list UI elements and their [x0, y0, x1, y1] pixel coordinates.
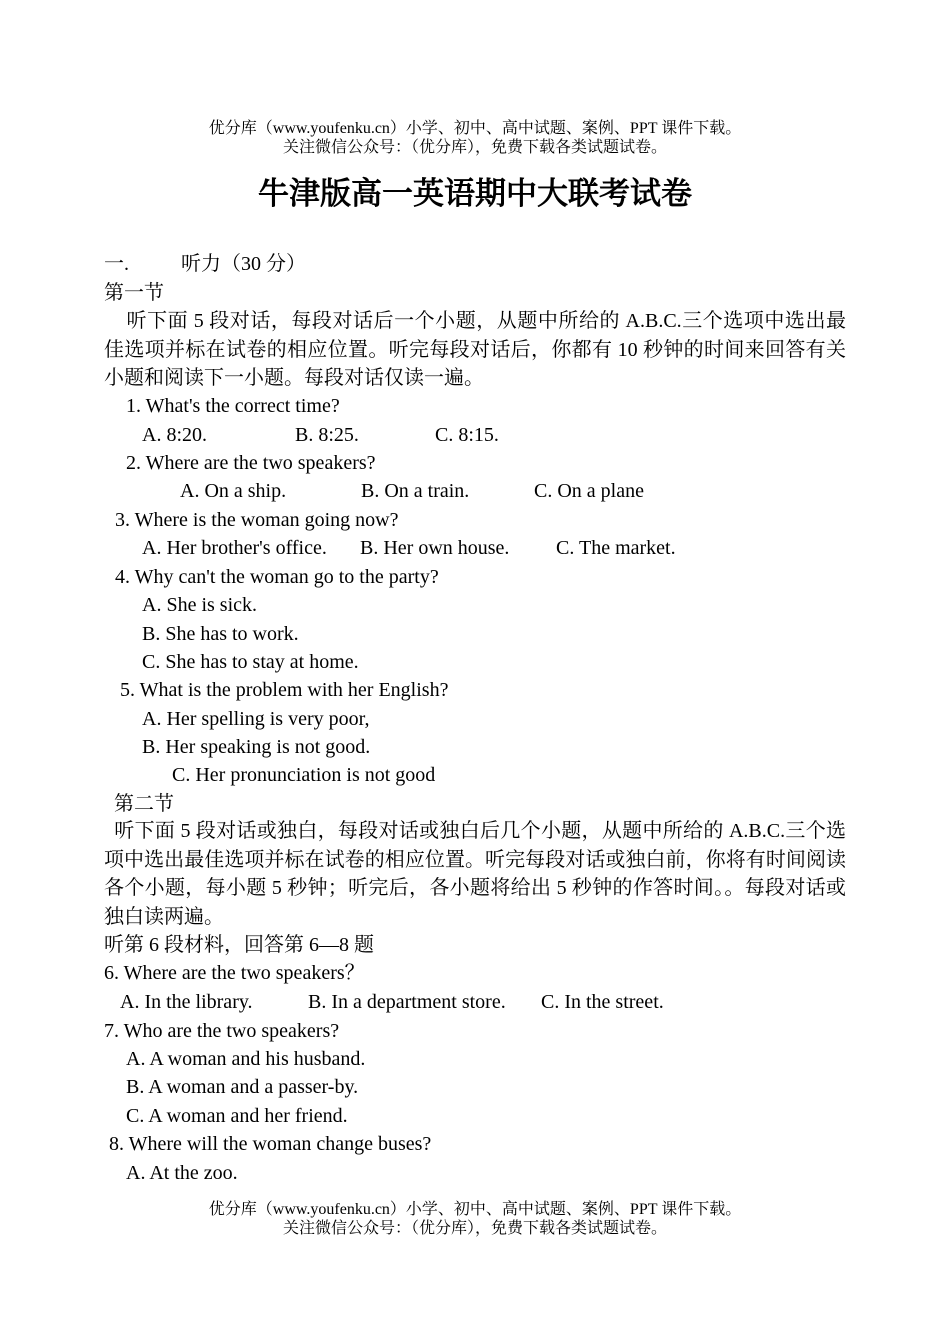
q4-option-b: B. She has to work. [142, 623, 299, 645]
q2-option-a: A. On a ship. [180, 480, 287, 502]
section-number: 一. [104, 253, 129, 275]
footer-line-2: 关注微信公众号：（优分库），免费下载各类试题试卷。 [282, 1220, 667, 1237]
q7-option-b: B. A woman and a passer-by. [126, 1076, 359, 1098]
q1-option-c: C. 8:15. [435, 424, 499, 446]
q2-option-c: C. On a plane [534, 480, 644, 502]
q7-option-c: C. A woman and her friend. [126, 1105, 348, 1127]
part1-heading: 第一节 [104, 282, 164, 304]
q6-question: 6. Where are the two speakers？ [104, 962, 365, 984]
page-header [0, 119, 950, 157]
header-line-1: 优分库（www.youfenku.cn）小学、初中、高中试题、案例、PPT 课件下载。 [208, 120, 742, 137]
q4-question: 4. Why can't the woman go to the party? [115, 566, 439, 588]
part2-instructions-text: 听下面 5 段对话或独白，每段对话或独白后几个小题，从题中所给的 A.B.C.三个选项中选出最佳选项并标在试卷的相应位置。听完每段对话或独白前，你将有时间阅读各个小题，每小题 5 秒钟；听完后，各小题将给出 5 秒钟的作答时间。。每段对话或独白读两遍。 [104, 820, 846, 928]
part1-instructions [104, 307, 846, 393]
part1-instructions-text: 听下面 5 段对话，每段对话后一个小题，从题中所给的 A.B.C.三个选项中选出最佳选项并标在试卷的相应位置。听完每段对话后，你都有 10 秒钟的时间来回答有关小题和阅读下一小题。每段对话仅读一遍。 [104, 310, 846, 389]
q1-option-a: A. 8:20. [142, 424, 207, 446]
q8-option-a: A. At the zoo. [126, 1162, 238, 1184]
section-label: 听力（30 分） [181, 253, 306, 275]
q3-question: 3. Where is the woman going now? [115, 509, 399, 531]
material-6-intro: 听第 6 段材料，回答第 6—8 题 [104, 934, 374, 956]
q7-option-a: A. A woman and his husband. [126, 1048, 366, 1070]
page-footer [0, 1200, 950, 1238]
exam-title: 牛津版高一英语期中大联考试卷 [258, 176, 692, 211]
q5-option-a: A. Her spelling is very poor, [142, 708, 370, 730]
footer-line-1: 优分库（www.youfenku.cn）小学、初中、高中试题、案例、PPT 课件下载。 [208, 1201, 742, 1218]
q8-question: 8. Where will the woman change buses? [109, 1133, 432, 1155]
q2-question: 2. Where are the two speakers? [126, 452, 376, 474]
q5-option-c: C. Her pronunciation is not good [172, 764, 436, 786]
q6-option-c: C. In the street. [541, 991, 664, 1013]
q2-option-b: B. On a train. [361, 480, 470, 502]
part2-heading: 第二节 [114, 793, 174, 815]
q1-option-b: B. 8:25. [295, 424, 359, 446]
q4-option-a: A. She is sick. [142, 594, 257, 616]
q6-option-b: B. In a department store. [308, 991, 506, 1013]
q3-option-a: A. Her brother's office. [142, 537, 327, 559]
q3-option-c: C. The market. [556, 537, 676, 559]
q6-option-a: A. In the library. [120, 991, 253, 1013]
header-line-2: 关注微信公众号：（优分库），免费下载各类试题试卷。 [282, 139, 667, 156]
q5-option-b: B. Her speaking is not good. [142, 736, 371, 758]
q4-option-c: C. She has to stay at home. [142, 651, 359, 673]
q3-option-b: B. Her own house. [360, 537, 510, 559]
q7-question: 7. Who are the two speakers? [104, 1020, 340, 1042]
part2-instructions [104, 817, 846, 931]
q5-question: 5. What is the problem with her English? [120, 679, 449, 701]
q1-question: 1. What's the correct time? [126, 395, 340, 417]
